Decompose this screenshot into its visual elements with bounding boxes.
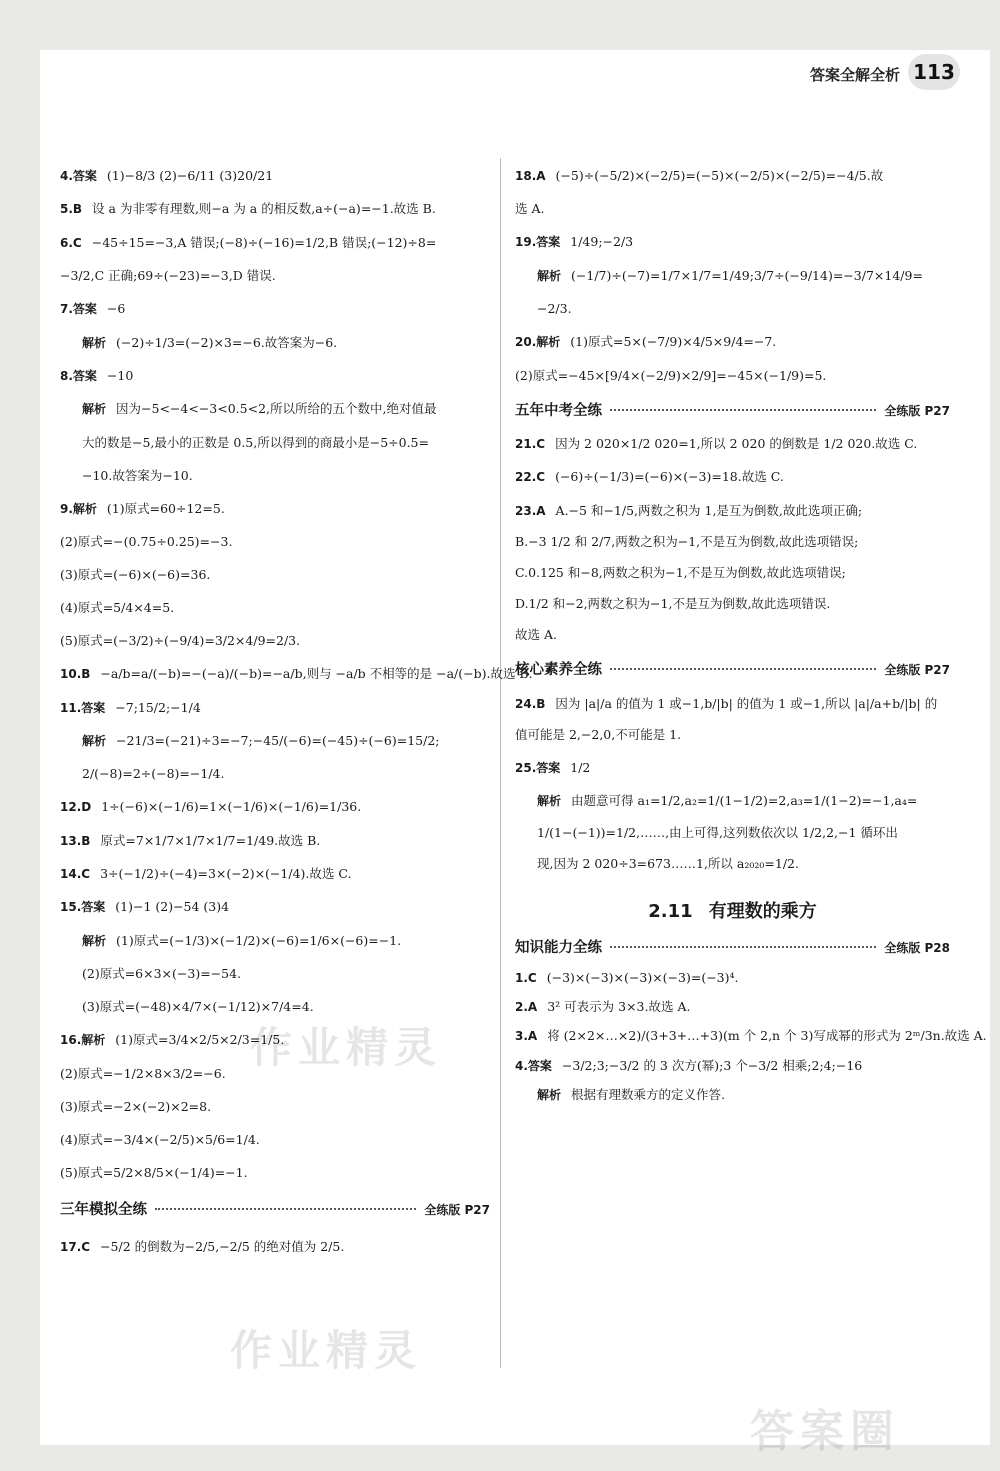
answer-item	[60, 733, 490, 781]
answer-text: (1)−1 (2)−54 (3)4	[115, 899, 230, 915]
answer-text: −21/3=(−21)÷3=−7;−45/(−6)=(−45)÷(−6)=15/2;	[116, 732, 440, 748]
answer-line	[537, 1087, 950, 1102]
answer-text: (−6)÷(−1/3)=(−6)×(−3)=18.故选 C.	[555, 469, 784, 485]
answer-text: C.0.125 和−8,两数之积为−1,不是互为倒数,故此选项错误;	[515, 565, 846, 581]
section-heading	[60, 1202, 490, 1219]
answer-item	[60, 335, 490, 350]
answer-line	[60, 168, 490, 183]
answer-line	[537, 825, 950, 840]
answer-line	[60, 700, 490, 715]
answer-item	[515, 334, 950, 382]
answer-text: 因为 |a|/a 的值为 1 或−1,b/|b| 的值为 1 或−1,所以 |a|/a+b/|b| 的	[555, 695, 938, 711]
answer-line	[82, 966, 490, 981]
answer-text: 原式=7×1/7×1/7×1/7=1/49.故选 B.	[100, 832, 321, 848]
answer-line	[537, 301, 950, 316]
answer-item	[515, 1087, 950, 1102]
answer-text: 将 (2×2×…×2)/(3+3+…+3)(m 个 2,n 个 3)写成幂的形式为 2ᵐ/3n.故选 A.	[547, 1028, 987, 1044]
answer-line	[515, 970, 950, 985]
answer-line	[82, 468, 490, 483]
answer-line	[60, 1132, 490, 1147]
answer-text: (1)原式=5×(−7/9)×4/5×9/4=−7.	[570, 334, 777, 350]
answer-text: (−5)÷(−5/2)×(−2/5)=(−5)×(−2/5)×(−2/5)=−4/5.故	[555, 168, 884, 183]
answer-label: 18.A	[515, 169, 546, 183]
answer-text: (2)原式=−(0.75÷0.25)=−3.	[60, 534, 233, 550]
answer-line	[60, 567, 490, 582]
answer-text: 3² 可表示为 3×3.故选 A.	[547, 999, 691, 1015]
section-title: 知识能力全练	[515, 940, 602, 957]
answer-item	[60, 401, 490, 482]
answer-line	[515, 168, 950, 183]
answer-label: 4.答案	[515, 1058, 552, 1073]
answer-line	[82, 999, 490, 1014]
dotted-leader	[610, 946, 876, 948]
answer-label: 19.答案	[515, 235, 561, 250]
answer-text: (5)原式=(−3/2)÷(−9/4)=3/2×4/9=2/3.	[60, 633, 301, 649]
answer-text: (−2)÷1/3=(−2)×3=−6.故答案为−6.	[116, 334, 338, 350]
analysis-label: 解析	[82, 402, 107, 417]
answer-item	[515, 970, 950, 985]
answer-item	[60, 235, 490, 283]
answer-item	[515, 999, 950, 1014]
dotted-leader	[155, 1208, 416, 1210]
section-title: 五年中考全练	[515, 402, 602, 419]
answer-text: 选 A.	[515, 201, 545, 217]
answer-line	[515, 627, 950, 642]
answer-item	[60, 368, 490, 383]
answer-label: 9.解析	[60, 501, 97, 516]
chapter-number: 2.11	[648, 900, 693, 922]
answer-text: −a/b=a/(−b)=−(−a)/(−b)=−a/b,则与 −a/b 不相等的是 −a/(−b).故选 B.	[100, 666, 533, 682]
answer-line	[515, 334, 950, 349]
answer-label: 14.C	[60, 867, 91, 882]
answer-line	[60, 201, 490, 216]
answer-label: 2.A	[515, 1000, 538, 1015]
page-number: 113	[908, 54, 960, 90]
answer-text: (−1/7)÷(−7)=1/7×1/7=1/49;3/7÷(−9/14)=−3/7×14/9=	[571, 267, 923, 283]
answer-line	[82, 933, 490, 948]
answer-line	[60, 899, 490, 914]
header-title: 答案全解全析	[809, 66, 900, 84]
section-ref: 全练版 P27	[424, 1202, 490, 1217]
answer-text: 1/49;−2/3	[570, 234, 634, 250]
answer-line	[60, 799, 490, 814]
answer-line	[82, 733, 490, 748]
answer-item	[60, 899, 490, 914]
answer-item	[515, 268, 950, 316]
answer-line	[515, 534, 950, 549]
answer-label: 4.答案	[60, 169, 97, 183]
answer-text: −10	[106, 367, 134, 383]
answer-line	[60, 600, 490, 615]
analysis-label: 解析	[537, 268, 562, 283]
answer-label: 22.C	[515, 470, 546, 485]
answer-label: 3.A	[515, 1029, 538, 1044]
analysis-label: 解析	[82, 733, 107, 748]
section-title: 核心素养全练	[515, 662, 602, 679]
answer-line	[515, 760, 950, 775]
answer-label: 8.答案	[60, 368, 97, 383]
answer-text: (−3)×(−3)×(−3)×(−3)=(−3)⁴.	[546, 969, 739, 985]
answer-text: B.−3 1/2 和 2/7,两数之积为−1,不是互为倒数,故此选项错误;	[515, 534, 859, 550]
section-heading	[515, 940, 950, 957]
answer-text: 故选 A.	[515, 627, 557, 643]
answer-text: 由题意可得 a₁=1/2,a₂=1/(1−1/2)=2,a₃=1/(1−2)=−1,a₄=	[571, 793, 918, 809]
column-divider	[500, 158, 501, 1368]
section-heading	[515, 403, 950, 420]
answer-label: 17.C	[60, 1240, 91, 1255]
answer-line	[537, 268, 950, 283]
answer-text: −5/2 的倒数为−2/5,−2/5 的绝对值为 2/5.	[100, 1239, 345, 1255]
answer-line	[515, 727, 950, 742]
answer-line	[60, 301, 490, 316]
answer-line	[60, 268, 490, 283]
answer-item	[515, 1058, 950, 1073]
answer-label: 13.B	[60, 833, 91, 848]
answer-text: −2/3.	[537, 301, 572, 317]
answer-line	[515, 596, 950, 611]
answer-line	[537, 793, 950, 808]
answer-label: 12.D	[60, 800, 92, 815]
answer-line	[515, 999, 950, 1014]
answer-text: −10.故答案为−10.	[82, 467, 193, 483]
answer-label: 10.B	[60, 667, 91, 682]
answer-line	[515, 1028, 987, 1044]
answer-text: (1)原式=60÷12=5.	[106, 500, 225, 516]
answer-item	[515, 1028, 987, 1044]
answer-text: (4)原式=−3/4×(−2/5)×5/6=1/4.	[60, 1131, 260, 1147]
answer-line	[515, 565, 950, 580]
answer-line	[515, 201, 950, 216]
answer-line	[60, 633, 490, 648]
answer-text: (3)原式=−2×(−2)×2=8.	[60, 1098, 212, 1114]
answer-text: (1)原式=3/4×2/5×2/3=1/5.	[115, 1032, 285, 1048]
answer-label: 5.B	[60, 202, 83, 217]
section-ref: 全练版 P27	[884, 663, 950, 678]
answer-line	[515, 696, 950, 711]
watermark-logo: 答案圈	[750, 1406, 900, 1457]
chapter-title: 有理数的乘方	[708, 900, 817, 922]
answer-text: 因为−5<−4<−3<0.5<2,所以所给的五个数中,绝对值最	[116, 401, 437, 417]
answer-item	[60, 933, 490, 1014]
answer-text: 大的数是−5,最小的正数是 0.5,所以得到的商最小是−5÷0.5=	[82, 434, 429, 450]
answer-line	[60, 534, 490, 549]
answer-label: 25.答案	[515, 760, 561, 775]
answer-text: −3/2,C 正确;69÷(−23)=−3,D 错误.	[60, 268, 276, 284]
answer-text: 1÷(−6)×(−1/6)=1×(−1/6)×(−1/6)=1/36.	[101, 799, 362, 815]
answer-item	[60, 201, 490, 216]
answer-text: (1)−8/3 (2)−6/11 (3)20/21	[106, 168, 274, 183]
answer-line	[60, 666, 533, 682]
right-column	[515, 160, 987, 1103]
answer-text: D.1/2 和−2,两数之积为−1,不是互为倒数,故此选项错误.	[515, 596, 831, 612]
answer-text: −6	[106, 301, 126, 317]
answer-line	[82, 766, 490, 781]
answer-label: 23.A	[515, 503, 546, 518]
answer-text: (3)原式=(−6)×(−6)=36.	[60, 567, 211, 583]
answer-label: 15.答案	[60, 900, 106, 915]
answer-text: A.−5 和−1/5,两数之积为 1,是互为倒数,故此选项正确;	[555, 502, 863, 518]
answer-text: −45÷15=−3,A 错误;(−8)÷(−16)=1/2,B 错误;(−12)÷8=	[91, 234, 437, 250]
section-ref: 全练版 P27	[884, 403, 950, 418]
answer-line	[60, 1099, 490, 1114]
answer-line	[515, 469, 950, 484]
answer-text: (1)原式=(−1/3)×(−1/2)×(−6)=1/6×(−6)=−1.	[116, 932, 402, 948]
answer-text: 设 a 为非零有理数,则−a 为 a 的相反数,a÷(−a)=−1.故选 B.	[92, 201, 436, 217]
answer-item	[515, 760, 950, 775]
answer-item	[60, 833, 490, 848]
analysis-label: 解析	[537, 1088, 562, 1103]
answer-text: 根据有理数乘方的定义作答.	[571, 1087, 725, 1103]
answer-item	[515, 793, 950, 870]
watermark-logo: 作业精灵	[230, 1326, 423, 1375]
answer-item	[515, 436, 950, 451]
answer-text: −7;15/2;−1/4	[115, 699, 201, 715]
answer-text: (2)原式=−45×[9/4×(−2/9)×2/9]=−45×(−1/9)=5.	[515, 367, 827, 383]
answer-line	[515, 503, 950, 518]
answer-line	[537, 856, 950, 871]
answer-text: (5)原式=5/2×8/5×(−1/4)=−1.	[60, 1164, 248, 1180]
answer-item	[60, 301, 490, 316]
answer-line	[60, 866, 490, 881]
answer-label: 7.答案	[60, 302, 97, 317]
dotted-leader	[610, 409, 876, 411]
answer-item	[60, 666, 533, 682]
answer-label: 20.解析	[515, 335, 561, 350]
answer-line	[60, 1239, 490, 1254]
answer-text: 值可能是 2,−2,0,不可能是 1.	[515, 726, 682, 742]
analysis-label: 解析	[82, 335, 107, 350]
answer-item	[60, 799, 490, 814]
answer-text: 1/2	[570, 759, 591, 775]
answer-line	[515, 1058, 950, 1073]
answer-line	[60, 833, 490, 848]
answer-text: 2/(−8)=2÷(−8)=−1/4.	[82, 766, 225, 782]
answer-text: 3÷(−1/2)÷(−4)=3×(−2)×(−1/4).故选 C.	[100, 866, 352, 882]
analysis-label: 解析	[537, 794, 562, 809]
answer-text: −3/2;3;−3/2 的 3 次方(幂);3 个−3/2 相乘;2;4;−16	[561, 1057, 863, 1073]
analysis-label: 解析	[82, 933, 107, 948]
answer-label: 16.解析	[60, 1033, 106, 1048]
answer-text: (3)原式=(−48)×4/7×(−1/12)×7/4=4.	[82, 999, 314, 1015]
answer-line	[515, 436, 950, 451]
answer-text: (4)原式=5/4×4=5.	[60, 600, 175, 616]
answer-item	[60, 866, 490, 881]
answer-text: (2)原式=6×3×(−3)=−54.	[82, 966, 242, 982]
answer-item	[515, 234, 950, 249]
answer-line	[60, 235, 490, 250]
chapter-heading	[515, 901, 950, 923]
answer-item	[60, 1239, 490, 1254]
answer-item	[515, 503, 950, 642]
answer-label: 24.B	[515, 696, 546, 711]
answer-label: 21.C	[515, 436, 546, 451]
answer-line	[82, 335, 490, 350]
answer-item	[60, 168, 490, 183]
answer-label: 11.答案	[60, 700, 106, 715]
answer-line	[60, 501, 490, 516]
answer-item	[60, 700, 490, 715]
answer-text: 因为 2 020×1/2 020=1,所以 2 020 的倒数是 1/2 020.故选 C.	[555, 435, 918, 451]
answer-item	[515, 696, 950, 742]
watermark-logo: 作业精灵	[250, 1023, 443, 1072]
answer-label: 6.C	[60, 235, 82, 250]
dotted-leader	[610, 668, 876, 670]
answer-line	[515, 234, 950, 249]
answer-line	[515, 368, 950, 383]
answer-line	[82, 401, 490, 416]
answer-item	[60, 501, 490, 648]
answer-line	[60, 368, 490, 383]
answer-line	[60, 1165, 490, 1180]
section-heading	[515, 662, 950, 679]
answer-line	[82, 435, 490, 450]
answer-item	[515, 469, 950, 484]
answer-text: 1/(1−(−1))=1/2,……,由上可得,这列数依次以 1/2,2,−1 循环出	[537, 824, 898, 840]
section-ref: 全练版 P28	[884, 941, 950, 956]
answer-text: 现,因为 2 020÷3=673……1,所以 a₂₀₂₀=1/2.	[537, 855, 799, 871]
answer-label: 1.C	[515, 970, 537, 985]
section-title: 三年模拟全练	[60, 1201, 147, 1218]
answer-item	[515, 168, 950, 216]
answer-text: (2)原式=−1/2×8×3/2=−6.	[60, 1065, 226, 1081]
